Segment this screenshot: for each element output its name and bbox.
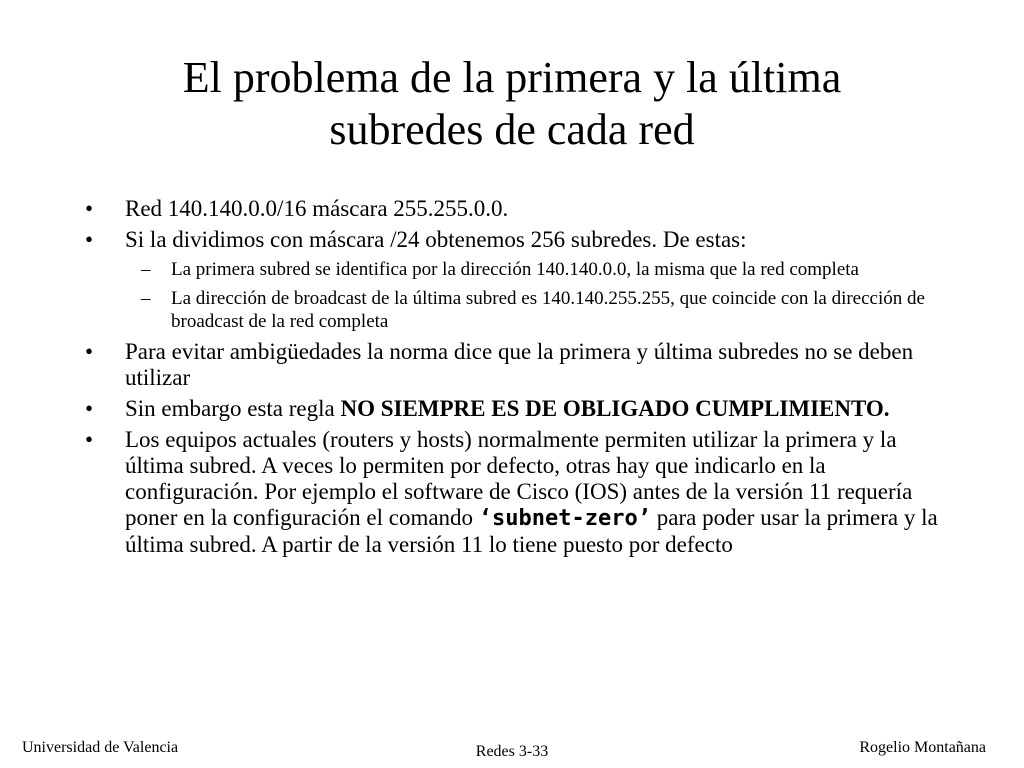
footer-institution: Universidad de Valencia [22,739,179,756]
bullet-item [85,427,955,558]
bullet-marker: • [85,196,94,221]
slide-title [0,52,1024,156]
footer-page-number: Redes 3-33 [475,743,549,760]
sub-bullet-text: La primera subred se identifica por la dirección 140.140.0.0, la misma que la red completa [171,259,859,280]
bullet-marker: • [85,427,94,452]
sub-bullet-marker: – [141,288,151,309]
bullet-marker: • [85,339,94,364]
footer-author: Rogelio Montañana [859,739,986,756]
sub-bullet-marker: – [141,259,151,280]
bullet-text: Los equipos actuales (routers y hosts) normalmente permiten utilizar la primera y la última subred. A veces lo permiten por defecto, otras hay que indicarlo en la configuración. Por ejemplo el software de Cisco (IOS) antes de la versión 11 requería poner en la configuración el comando [125,427,913,530]
sub-bullet-item [85,287,955,333]
bullet-text: Red 140.140.0.0/16 máscara 255.255.0.0. [125,196,509,221]
command-code: ‘subnet-zero’ [478,506,651,531]
title-line-1: El problema de la primera y la última [182,53,842,102]
bullet-item [85,396,955,422]
bullet-marker: • [85,227,94,252]
bullet-item [85,227,955,253]
bullet-marker: • [85,396,94,421]
bullet-item [85,339,955,391]
bullet-text-continued: para poder usar la primera y la última subred. A partir de la versión 11 lo tiene puesto por defecto [125,505,938,557]
bullet-item [85,196,955,222]
bullet-text: Sin embargo esta regla [125,396,341,421]
slide-body [85,196,955,563]
bullet-text: Si la dividimos con máscara /24 obtenemos 256 subredes. De estas: [125,227,747,252]
bullet-emphasis: NO SIEMPRE ES DE OBLIGADO CUMPLIMIENTO. [340,396,890,421]
sub-bullet-item [85,258,955,281]
sub-bullet-text: La dirección de broadcast de la última subred es 140.140.255.255, que coincide con la dirección de broadcast de la red completa [171,288,925,332]
bullet-text: Para evitar ambigüedades la norma dice que la primera y última subredes no se deben utilizar [125,339,914,390]
title-line-2: subredes de cada red [329,105,695,154]
